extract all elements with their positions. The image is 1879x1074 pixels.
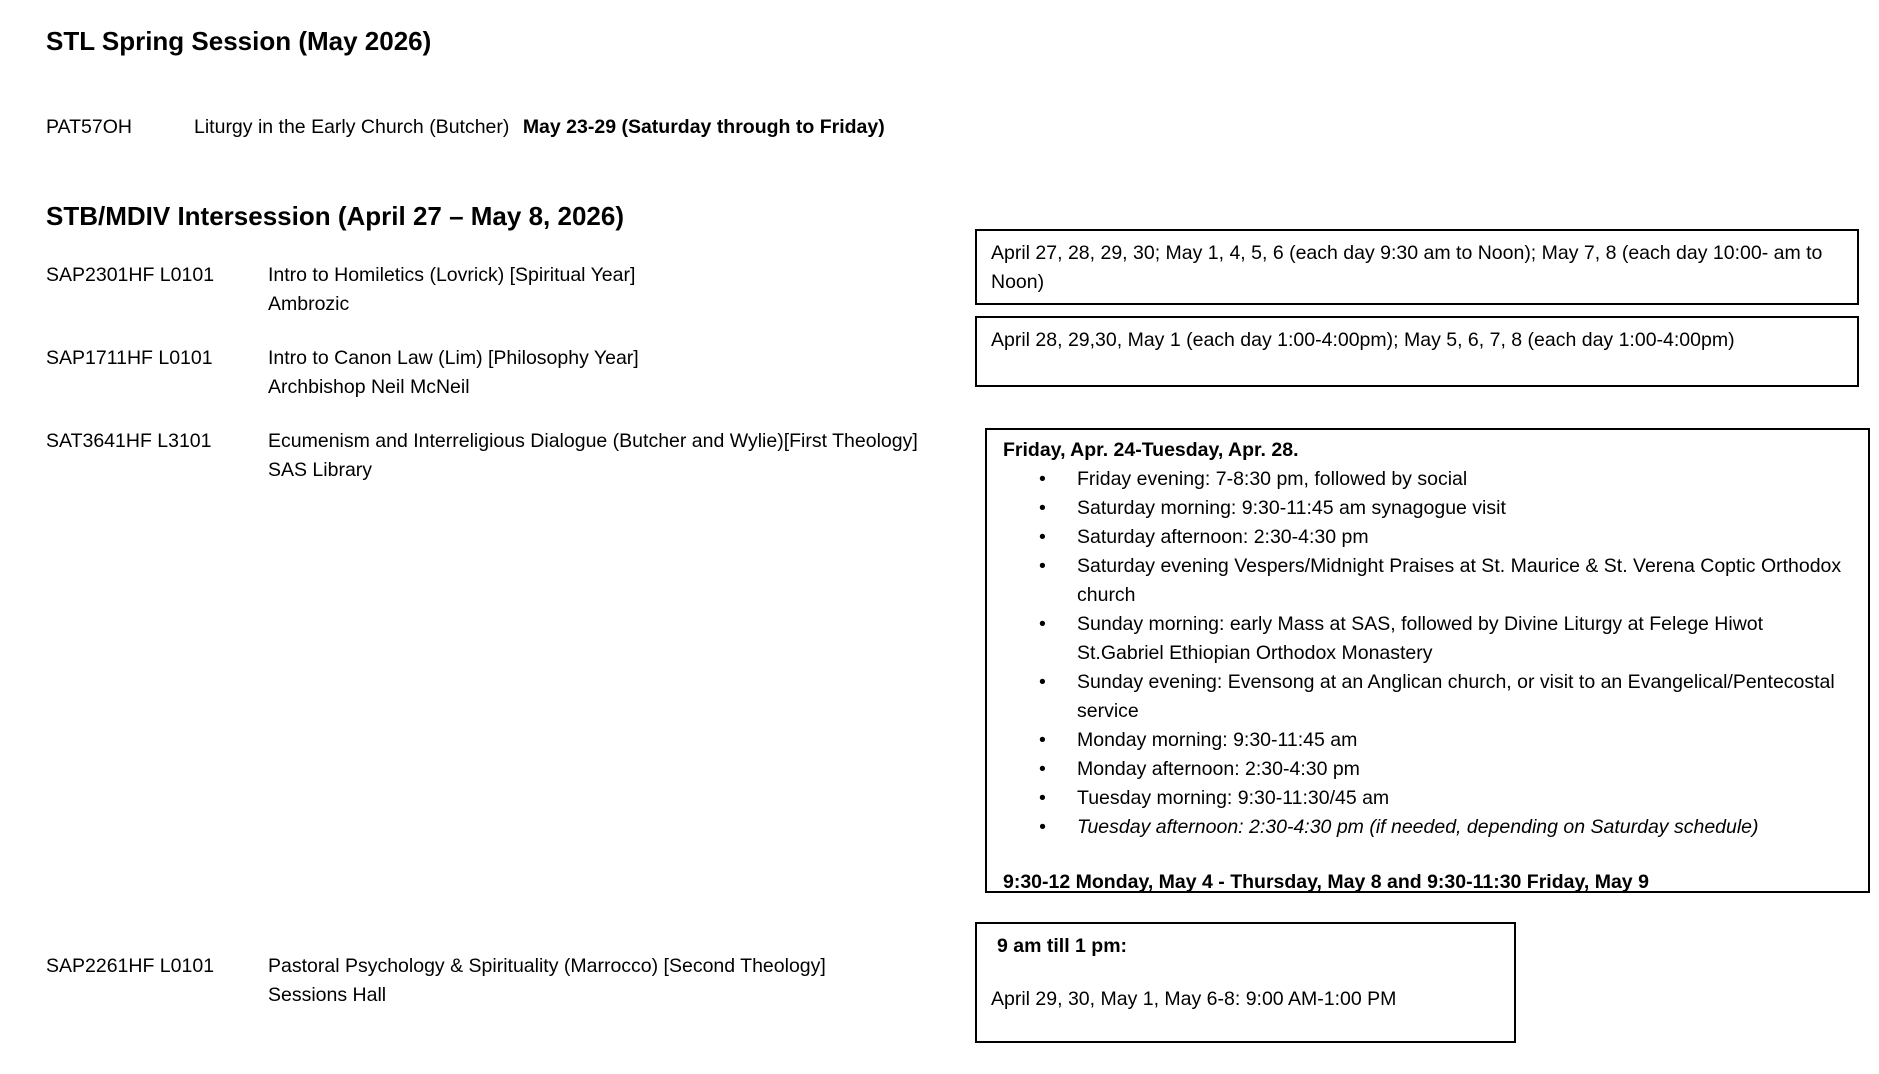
schedule-heading: 9 am till 1 pm:	[997, 935, 1128, 957]
schedule-item: • Friday evening: 7-8:30 pm, followed by social	[1003, 465, 1852, 494]
course-schedule-box	[975, 316, 1859, 387]
schedule-heading: Friday, Apr. 24-Tuesday, Apr. 28.	[1003, 439, 1299, 461]
spring-course-title	[194, 116, 885, 139]
schedule-item: • Tuesday morning: 9:30-11:30/45 am	[1003, 784, 1852, 813]
course-title: Pastoral Psychology & Spirituality (Marrocco) [Second Theology]	[268, 955, 826, 977]
course-title: Intro to Homiletics (Lovrick) [Spiritual Year]	[268, 264, 636, 286]
schedule-item: • Sunday morning: early Mass at SAS, followed by Divine Liturgy at Felege Hiwot St.Gabriel Ethiopian Orthodox Monastery	[1003, 610, 1852, 668]
schedule-item: • Saturday evening Vespers/Midnight Praises at St. Maurice & St. Verena Coptic Orthodox church	[1003, 552, 1852, 610]
schedule-item: • Tuesday afternoon: 2:30-4:30 pm (if needed, depending on Saturday schedule)	[1003, 813, 1852, 842]
course-schedule-box	[985, 428, 1870, 893]
course-schedule-text: April 28, 29,30, May 1 (each day 1:00-4:00pm); May 5, 6, 7, 8 (each day 1:00-4:00pm)	[991, 329, 1735, 351]
schedule-item: • Sunday evening: Evensong at an Anglican church, or visit to an Evangelical/Pentecostal service	[1003, 668, 1852, 726]
spring-course-dates: May 23-29 (Saturday through to Friday)	[522, 116, 885, 138]
spring-course-title-text: Liturgy in the Early Church (Butcher)	[194, 116, 510, 138]
schedule-text: April 29, 30, May 1, May 6-8: 9:00 AM-1:00 PM	[991, 988, 1397, 1010]
spring-course-code: PAT57OH	[46, 116, 132, 138]
spring-session-heading: STL Spring Session (May 2026)	[46, 26, 432, 56]
course-title: Ecumenism and Interreligious Dialogue (Butcher and Wylie)[First Theology]	[268, 430, 918, 452]
schedule-item: • Saturday morning: 9:30-11:45 am synagogue visit	[1003, 494, 1852, 523]
schedule-item: • Saturday afternoon: 2:30-4:30 pm	[1003, 523, 1852, 552]
course-code: SAT3641HF L3101	[46, 430, 212, 452]
course-schedule-box	[975, 922, 1516, 1043]
course-schedule-text: April 27, 28, 29, 30; May 1, 4, 5, 6 (each day 9:30 am to Noon); May 7, 8 (each day 10:00- am to Noon)	[991, 242, 1823, 293]
course-code: SAP1711HF L0101	[46, 347, 213, 369]
course-info	[268, 955, 826, 1007]
schedule-footer: 9:30-12 Monday, May 4 - Thursday, May 8 and 9:30-11:30 Friday, May 9	[1003, 871, 1649, 893]
course-location: Ambrozic	[268, 293, 350, 315]
schedule-item: • Monday afternoon: 2:30-4:30 pm	[1003, 755, 1852, 784]
course-location: Archbishop Neil McNeil	[268, 376, 470, 398]
schedule-list	[1003, 465, 1852, 842]
course-info	[268, 347, 639, 399]
course-code: SAP2301HF L0101	[46, 264, 215, 286]
intersession-heading: STB/MDIV Intersession (April 27 – May 8, 2026)	[46, 201, 624, 231]
schedule-item: • Monday morning: 9:30-11:45 am	[1003, 726, 1852, 755]
course-title: Intro to Canon Law (Lim) [Philosophy Year]	[268, 347, 639, 369]
course-location: SAS Library	[268, 459, 373, 481]
course-info	[268, 264, 635, 316]
course-info	[268, 430, 918, 482]
course-location: Sessions Hall	[268, 984, 387, 1006]
course-schedule-box	[975, 229, 1859, 305]
course-code: SAP2261HF L0101	[46, 955, 215, 977]
